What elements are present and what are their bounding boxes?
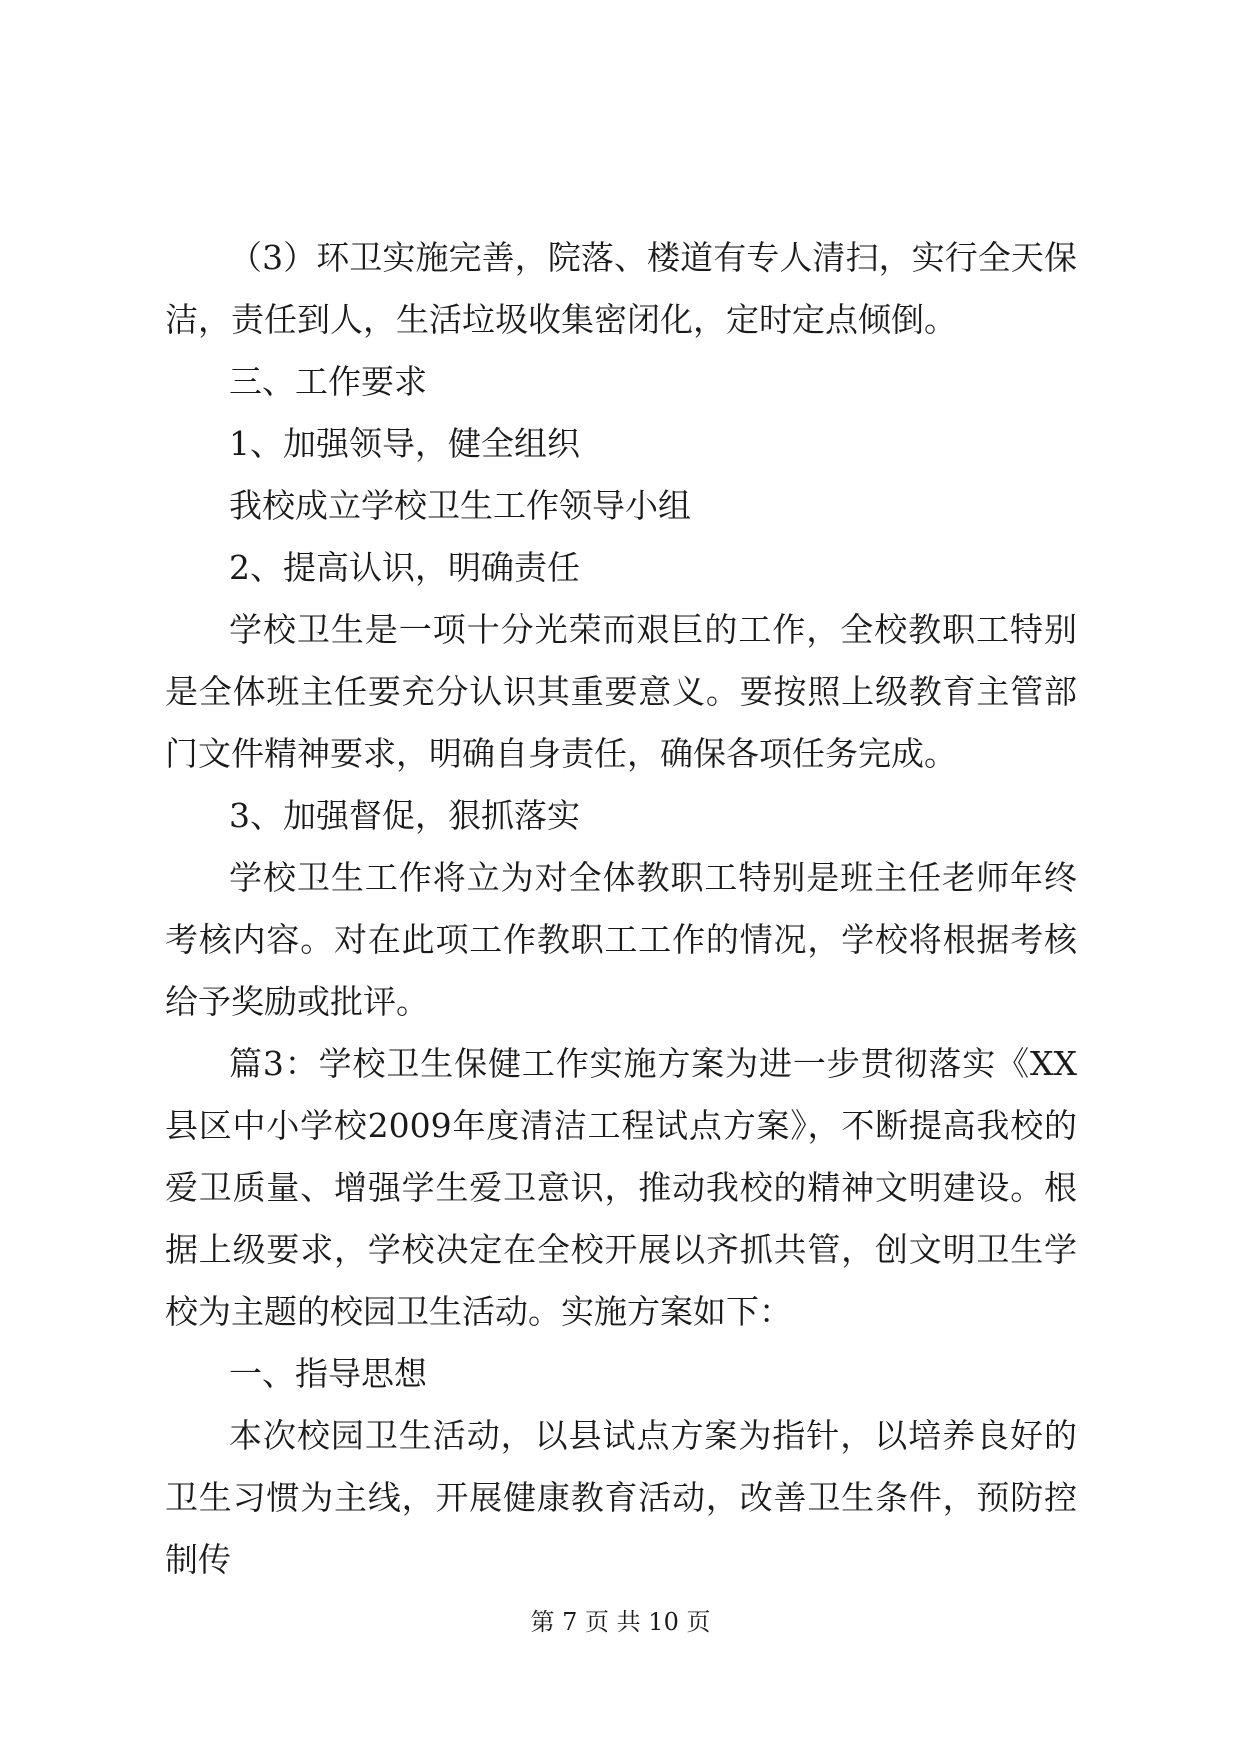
subheading-2: 2、提高认识，明确责任: [229, 548, 580, 587]
subheading-1: 1、加强领导，健全组织: [229, 424, 580, 463]
page-footer: 第 7 页 共 10 页: [530, 1608, 711, 1636]
paragraph-4: 学校卫生工作将立为对全体教职工特别是班主任老师年终考核内容。对在此项工作教职工工作的情况，学校将根据考核给予奖励或批评。: [165, 858, 1077, 1021]
section-heading-requirements: 三、工作要求: [229, 362, 427, 401]
document-body: [165, 227, 1077, 1591]
section-heading-guiding-thought: 一、指导思想: [229, 1354, 427, 1393]
paragraph-5: 篇3：学校卫生保健工作实施方案为进一步贯彻落实《XX县区中小学校2009年度清洁工程试点方案》，不断提高我校的爱卫质量、增强学生爱卫意识，推动我校的精神文明建设。根据上级要求，学校决定在全校开展以齐抓共管，创文明卫生学校为主题的校园卫生活动。实施方案如下：: [165, 1044, 1077, 1331]
paragraph-1: （3）环卫实施完善，院落、楼道有专人清扫，实行全天保洁，责任到人，生活垃圾收集密闭化，定时定点倾倒。: [165, 238, 1077, 339]
subheading-3: 3、加强督促，狠抓落实: [229, 796, 580, 835]
paragraph-3: 学校卫生是一项十分光荣而艰巨的工作，全校教职工特别是全体班主任要充分认识其重要意义。要按照上级教育主管部门文件精神要求，明确自身责任，确保各项任务完成。: [165, 610, 1077, 773]
paragraph-2: 我校成立学校卫生工作领导小组: [229, 486, 691, 525]
paragraph-6: 本次校园卫生活动，以县试点方案为指针，以培养良好的卫生习惯为主线，开展健康教育活动，改善卫生条件，预防控制传: [165, 1416, 1077, 1579]
